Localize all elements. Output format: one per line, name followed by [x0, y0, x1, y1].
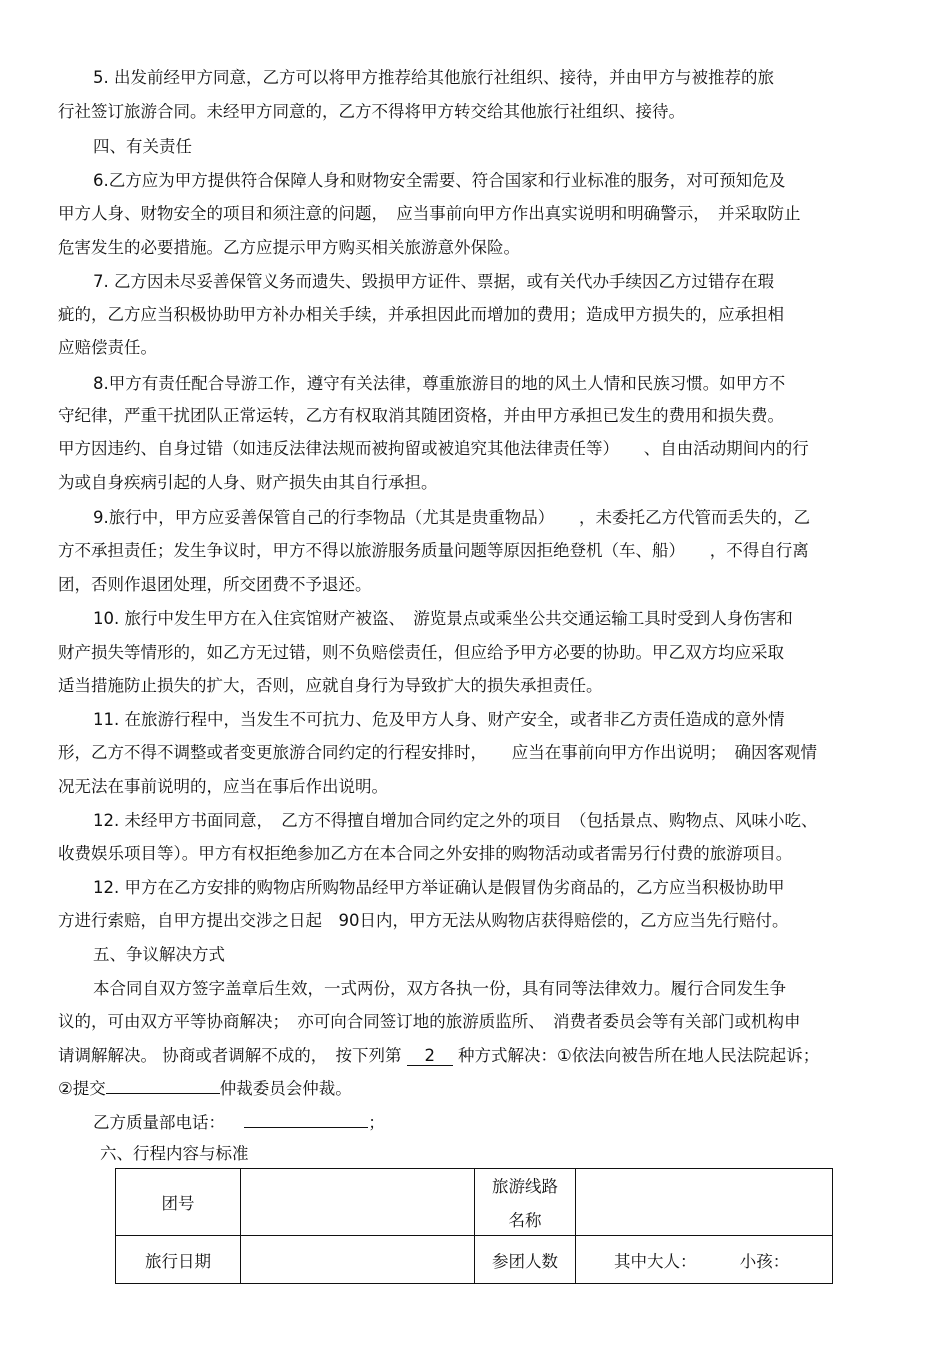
section-4-heading: 四、有关责任 [93, 137, 192, 156]
dispute-line-4 [58, 1078, 352, 1100]
dispute-line-4-prefix: ②提交 [58, 1079, 106, 1098]
clause-12b-line-2: 方进行索赔，自甲方提出交涉之日起 90日内，甲方无法从购物店获得赔偿的，乙方应当先行赔付。 [58, 911, 789, 930]
clause-5-line-1: 5. 出发前经甲方同意，乙方可以将甲方推荐给其他旅行社组织、接待，并由甲方与被推荐的旅 [93, 68, 774, 87]
participants-label: 参团人数 [475, 1236, 576, 1284]
section-5-heading: 五、争议解决方式 [93, 945, 225, 964]
clause-7-line-1: 7. 乙方因未尽妥善保管义务而遗失、毁损甲方证件、票据，或有关代办手续因乙方过错存在瑕 [93, 272, 774, 291]
dispute-line-3 [58, 1045, 819, 1067]
clause-12a-line-1: 12. 未经甲方书面同意， 乙方不得擅自增加合同约定之外的项目 （包括景点、购物点、风味小吃、 [93, 811, 818, 830]
route-name-value[interactable] [576, 1169, 833, 1236]
arbitration-committee-blank[interactable] [106, 1093, 220, 1094]
table-row [116, 1169, 833, 1236]
clause-10-line-3: 适当措施防止损失的扩大，否则，应就自身行为导致扩大的损失承担责任。 [58, 676, 603, 695]
clause-6-line-2: 甲方人身、财物安全的项目和须注意的问题， 应当事前向甲方作出真实说明和明确警示， 并采取防止 [58, 204, 801, 223]
clause-7-line-2: 疵的，乙方应当积极协助甲方补办相关手续，并承担因此而增加的费用；造成甲方损失的，应承担相 [58, 305, 784, 324]
clause-8-line-3: 甲方因违约、自身过错（如违反法律法规而被拘留或被追究其他法律责任等） 、自由活动期间内的行 [58, 439, 809, 458]
group-no-value[interactable] [241, 1169, 475, 1236]
dispute-line-2: 议的，可由双方平等协商解决； 亦可向合同签订地的旅游质监所、 消费者委员会等有关部门或机构申 [58, 1012, 801, 1031]
clause-10-line-2: 财产损失等情形的，如乙方无过错，则不负赔偿责任，但应给予甲方必要的协助。甲乙双方均应采取 [58, 643, 784, 662]
quality-phone-end: ； [368, 1113, 385, 1132]
route-name-label [475, 1169, 576, 1236]
clause-12a-line-2: 收费娱乐项目等）。甲方有权拒绝参加乙方在本合同之外安排的购物活动或者需另行付费的旅游项目。 [58, 844, 793, 863]
children-label: 小孩： [739, 1251, 790, 1271]
clause-8-line-2: 守纪律，严重干扰团队正常运转，乙方有权取消其随团资格，并由甲方承担已发生的费用和损失费。 [58, 406, 784, 425]
clause-9-line-2: 方不承担责任；发生争议时，甲方不得以旅游服务质量问题等原因拒绝登机（车、船） ，不得自行离 [58, 541, 809, 560]
travel-date-value[interactable] [241, 1236, 475, 1284]
participants-value[interactable] [576, 1236, 833, 1284]
clause-7-line-3: 应赔偿责任。 [58, 338, 157, 357]
itinerary-table [115, 1168, 833, 1284]
clause-5-line-2: 行社签订旅游合同。未经甲方同意的，乙方不得将甲方转交给其他旅行社组织、接待。 [58, 102, 685, 121]
clause-9-line-1: 9.旅行中，甲方应妥善保管自己的行李物品（尤其是贵重物品） ，未委托乙方代管而丢失的，乙 [93, 508, 810, 527]
clause-11-line-1: 11. 在旅游行程中，当发生不可抗力、危及甲方人身、财产安全，或者非乙方责任造成的意外情 [93, 710, 785, 729]
route-name-label-line-2: 名称 [508, 1211, 542, 1230]
table-row [116, 1236, 833, 1284]
dispute-line-1: 本合同自双方签字盖章后生效，一式两份，双方各执一份，具有同等法律效力。履行合同发生争 [93, 979, 786, 998]
clause-8-line-4: 为或自身疾病引起的人身、财产损失由其自行承担。 [58, 473, 438, 492]
travel-date-label: 旅行日期 [116, 1236, 241, 1284]
dispute-line-4-suffix: 仲裁委员会仲裁。 [219, 1079, 352, 1098]
dispute-line-3-suffix: 种方式解决：①依法向被告所在地人民法院起诉； [458, 1046, 820, 1065]
dispute-method-choice[interactable]: 2 [407, 1047, 453, 1066]
adults-label: 其中大人： [614, 1251, 697, 1271]
quality-phone-line [93, 1112, 385, 1134]
section-6-heading: 六、行程内容与标准 [100, 1144, 249, 1163]
clause-10-line-1: 10. 旅行中发生甲方在入住宾馆财产被盗、 游览景点或乘坐公共交通运输工具时受到人身伤害和 [93, 609, 793, 628]
clause-6-line-3: 危害发生的必要措施。乙方应提示甲方购买相关旅游意外保险。 [58, 238, 520, 257]
dispute-line-3-prefix: 请调解解决。 协商或者调解不成的， 按下列第 [58, 1046, 402, 1065]
clause-9-line-3: 团，否则作退团处理，所交团费不予退还。 [58, 575, 372, 594]
clause-8-line-1: 8.甲方有责任配合导游工作，遵守有关法律，尊重旅游目的地的风土人情和民族习惯。如甲方不 [93, 374, 786, 393]
clause-12b-line-1: 12. 甲方在乙方安排的购物店所购物品经甲方举证确认是假冒伪劣商品的，乙方应当积极协助甲 [93, 878, 785, 897]
route-name-label-line-1: 旅游线路 [492, 1177, 558, 1196]
quality-phone-label: 乙方质量部电话： [93, 1113, 225, 1132]
clause-11-line-2: 形，乙方不得不调整或者变更旅游合同约定的行程安排时， 应当在事前向甲方作出说明； 确因客观情 [58, 743, 817, 762]
clause-11-line-3: 况无法在事前说明的，应当在事后作出说明。 [58, 777, 388, 796]
clause-6-line-1: 6.乙方应为甲方提供符合保障人身和财物安全需要、符合国家和行业标准的服务，对可预知危及 [93, 171, 786, 190]
quality-phone-blank[interactable] [244, 1127, 368, 1128]
group-no-label: 团号 [116, 1169, 241, 1236]
